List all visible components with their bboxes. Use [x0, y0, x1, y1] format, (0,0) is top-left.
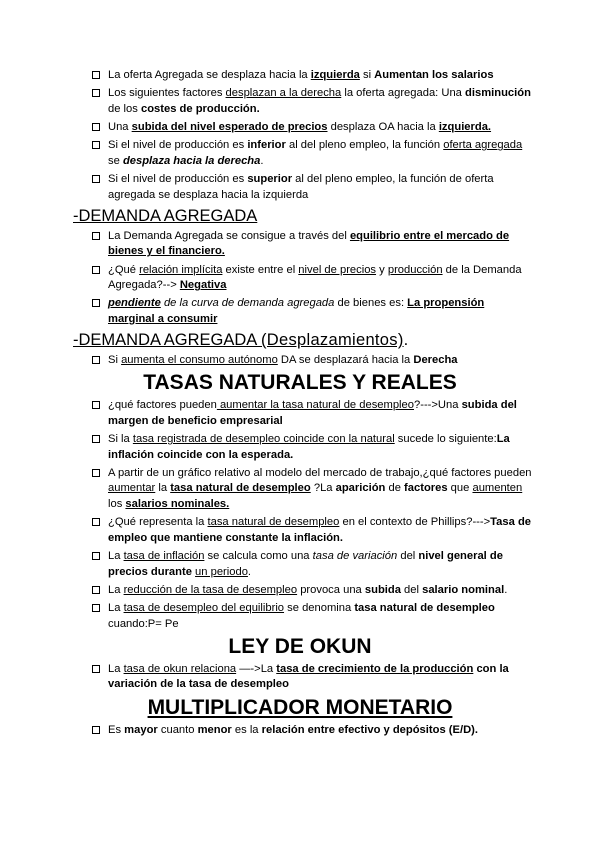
text: .	[260, 154, 264, 167]
text: la	[155, 482, 171, 495]
text: aparición	[335, 482, 386, 495]
checkbox-icon[interactable]	[92, 299, 100, 307]
text: inferior	[247, 139, 286, 152]
text: subida	[364, 583, 401, 596]
text: un periodo	[195, 565, 248, 578]
list-item	[108, 353, 532, 369]
checkbox-icon[interactable]	[92, 356, 100, 364]
text: relación implícita	[139, 263, 223, 276]
list-item	[108, 662, 532, 693]
checkbox-icon[interactable]	[92, 266, 100, 274]
heading-text: -DEMANDA AGREGADA	[73, 331, 261, 350]
text: izquierda.	[438, 120, 492, 133]
heading-demanda-desplazamientos	[73, 330, 600, 350]
text: nivel general de precios durante	[108, 549, 503, 578]
text: La Demanda Agregada se consigue a través del	[108, 229, 350, 242]
text: La	[108, 583, 124, 596]
list-item	[108, 466, 532, 513]
text: .	[504, 583, 508, 596]
text: de la Demanda Agregada?-->	[108, 263, 522, 292]
text: Si el nivel de producción es	[108, 139, 248, 152]
text: desplaza hacia la derecha	[122, 154, 261, 167]
text: subida del nivel esperado de precios	[131, 120, 328, 133]
heading-tasas-naturales	[0, 371, 600, 395]
text: ¿qué factores pueden	[108, 399, 217, 412]
list-item	[108, 601, 532, 632]
text: Una	[108, 120, 132, 133]
text: provoca una	[297, 583, 365, 596]
text: DA se desplazará hacia la	[277, 354, 414, 367]
list-item	[108, 263, 532, 294]
text: cuando:P= Pe	[108, 617, 179, 630]
heading-demanda-agregada	[73, 206, 600, 226]
text: mayor	[124, 723, 158, 736]
text: Si	[108, 354, 122, 367]
text: desplazan a la derecha	[225, 87, 342, 100]
checkbox-icon[interactable]	[92, 586, 100, 594]
text: superior	[247, 172, 293, 185]
text: se denomina	[284, 601, 355, 614]
checkbox-icon[interactable]	[92, 141, 100, 149]
text: de	[385, 482, 405, 495]
text: en el contexto de Phillips?--->	[339, 516, 491, 529]
heading-text: (Desplazamientos)	[260, 331, 404, 350]
text: existe entre el	[222, 263, 299, 276]
text: La propensión marginal a consumir	[108, 297, 485, 325]
text: tasa de crecimiento de la producción	[276, 662, 474, 675]
text: La	[108, 549, 124, 562]
list-item	[108, 296, 532, 327]
text: de la curva de demanda agregada	[160, 297, 335, 310]
heading-ley-de-okun	[0, 635, 600, 659]
text: La	[108, 662, 124, 675]
text: Aumentan los salarios	[374, 69, 494, 81]
list-item	[108, 583, 532, 599]
heading-text: .	[403, 331, 409, 350]
text: pendiente	[108, 297, 161, 310]
text: tasa natural de desempleo	[354, 601, 495, 614]
text: cuanto	[157, 723, 198, 736]
list-item	[108, 229, 532, 260]
checkbox-icon[interactable]	[92, 726, 100, 734]
text: La	[108, 601, 124, 614]
text: —->La	[236, 662, 277, 675]
text: desplaza OA hacia la	[327, 120, 439, 133]
text: tasa natural de desempleo	[207, 516, 340, 529]
text: subida del margen de beneficio empresarial	[108, 399, 517, 427]
list-item	[108, 138, 532, 169]
text: nivel de precios	[298, 263, 377, 276]
checkbox-icon[interactable]	[92, 232, 100, 240]
text: que	[447, 482, 473, 495]
text: A partir de un gráfico relativo al modelo del mercado de trabajo,¿qué factores pueden	[108, 466, 532, 479]
checkbox-icon[interactable]	[92, 518, 100, 526]
text: ?--->Una	[414, 399, 462, 412]
text: ¿Qué	[108, 263, 140, 276]
text: Los siguientes factores	[108, 87, 226, 100]
text: Si el nivel de producción es	[108, 172, 248, 185]
text: factores	[404, 482, 448, 495]
list-item	[108, 398, 532, 429]
checkbox-icon[interactable]	[92, 552, 100, 560]
checkbox-icon[interactable]	[92, 401, 100, 409]
checkbox-icon[interactable]	[92, 71, 100, 79]
text: sucede lo siguiente:	[394, 433, 497, 446]
text: disminución	[465, 87, 531, 100]
text: aumenten	[472, 482, 523, 495]
list-item	[108, 549, 532, 580]
text: salarios nominales.	[125, 498, 230, 510]
text: Tasa de empleo que mantiene constante la inflación.	[108, 516, 532, 544]
text: si	[359, 69, 375, 81]
text: La oferta Agregada se desplaza hacia la	[108, 69, 311, 81]
text: al del pleno empleo, la función	[285, 139, 444, 152]
text: ¿Qué representa la	[108, 516, 208, 529]
text: salario nominal	[422, 583, 505, 596]
checkbox-icon[interactable]	[92, 665, 100, 673]
text: izquierda	[310, 69, 360, 81]
text: del	[397, 549, 419, 562]
text: tasa de inflación	[123, 549, 205, 562]
text: la oferta agregada: Una	[341, 87, 466, 100]
list-item	[108, 723, 532, 739]
text: equilibrio entre el mercado de bienes y el financiero.	[108, 229, 510, 258]
text: al del pleno empleo, la función de oferta agregada se desplaza hacia la izquierda	[108, 172, 494, 201]
heading-multiplicador-monetario	[0, 696, 600, 720]
text: aumenta el consumo autónomo	[121, 354, 278, 367]
text: Negativa	[179, 279, 227, 292]
heading-text: LEY DE OKUN	[228, 634, 372, 658]
list-item	[108, 172, 532, 203]
text: menor	[197, 723, 232, 736]
text: costes de producción.	[140, 102, 260, 115]
text: tasa de variación	[312, 549, 398, 562]
heading-text: -DEMANDA AGREGADA	[73, 206, 258, 225]
text: de bienes es:	[334, 297, 408, 310]
text: producción	[387, 263, 443, 276]
text: .	[247, 565, 252, 578]
text: y	[376, 263, 388, 276]
list-item	[108, 515, 532, 546]
text: tasa de okun relaciona	[123, 662, 237, 675]
checkbox-icon[interactable]	[92, 89, 100, 97]
text: del	[400, 583, 423, 596]
heading-text: MULTIPLICADOR MONETARIO	[147, 695, 453, 719]
checkbox-icon[interactable]	[92, 604, 100, 612]
checkbox-icon[interactable]	[92, 469, 100, 477]
text: Si la	[108, 433, 133, 446]
list-item	[108, 432, 532, 463]
checkbox-icon[interactable]	[92, 435, 100, 443]
text: oferta agregada	[443, 139, 523, 152]
text: se calcula como una	[204, 549, 313, 562]
text: ?La	[310, 482, 336, 495]
list-item	[108, 120, 532, 136]
text: tasa de desempleo del equilibrio	[123, 601, 285, 614]
text: aumentar la tasa natural de desempleo	[216, 399, 414, 412]
text: los	[108, 498, 126, 510]
checkbox-icon[interactable]	[92, 123, 100, 131]
checkbox-icon[interactable]	[92, 175, 100, 183]
text: aumentar	[108, 482, 156, 495]
text: reducción de la tasa de desempleo	[123, 583, 298, 596]
list-item	[108, 86, 532, 117]
text: Derecha	[413, 354, 458, 367]
text: se	[108, 154, 123, 167]
text: La inflación coincide con la esperada.	[108, 433, 510, 461]
text: de los	[108, 102, 141, 115]
text: tasa registrada de desempleo coincide con la natural	[132, 433, 395, 446]
list-item	[108, 68, 532, 84]
text: Es	[108, 723, 125, 736]
heading-text: TASAS NATURALES Y REALES	[143, 371, 457, 395]
text: relación entre efectivo y depósitos (E/D).	[261, 723, 478, 736]
text: tasa natural de desempleo	[170, 482, 311, 495]
document-page	[0, 68, 600, 741]
text: es la	[231, 723, 262, 736]
text: con la variación de la tasa de desempleo	[108, 662, 509, 691]
